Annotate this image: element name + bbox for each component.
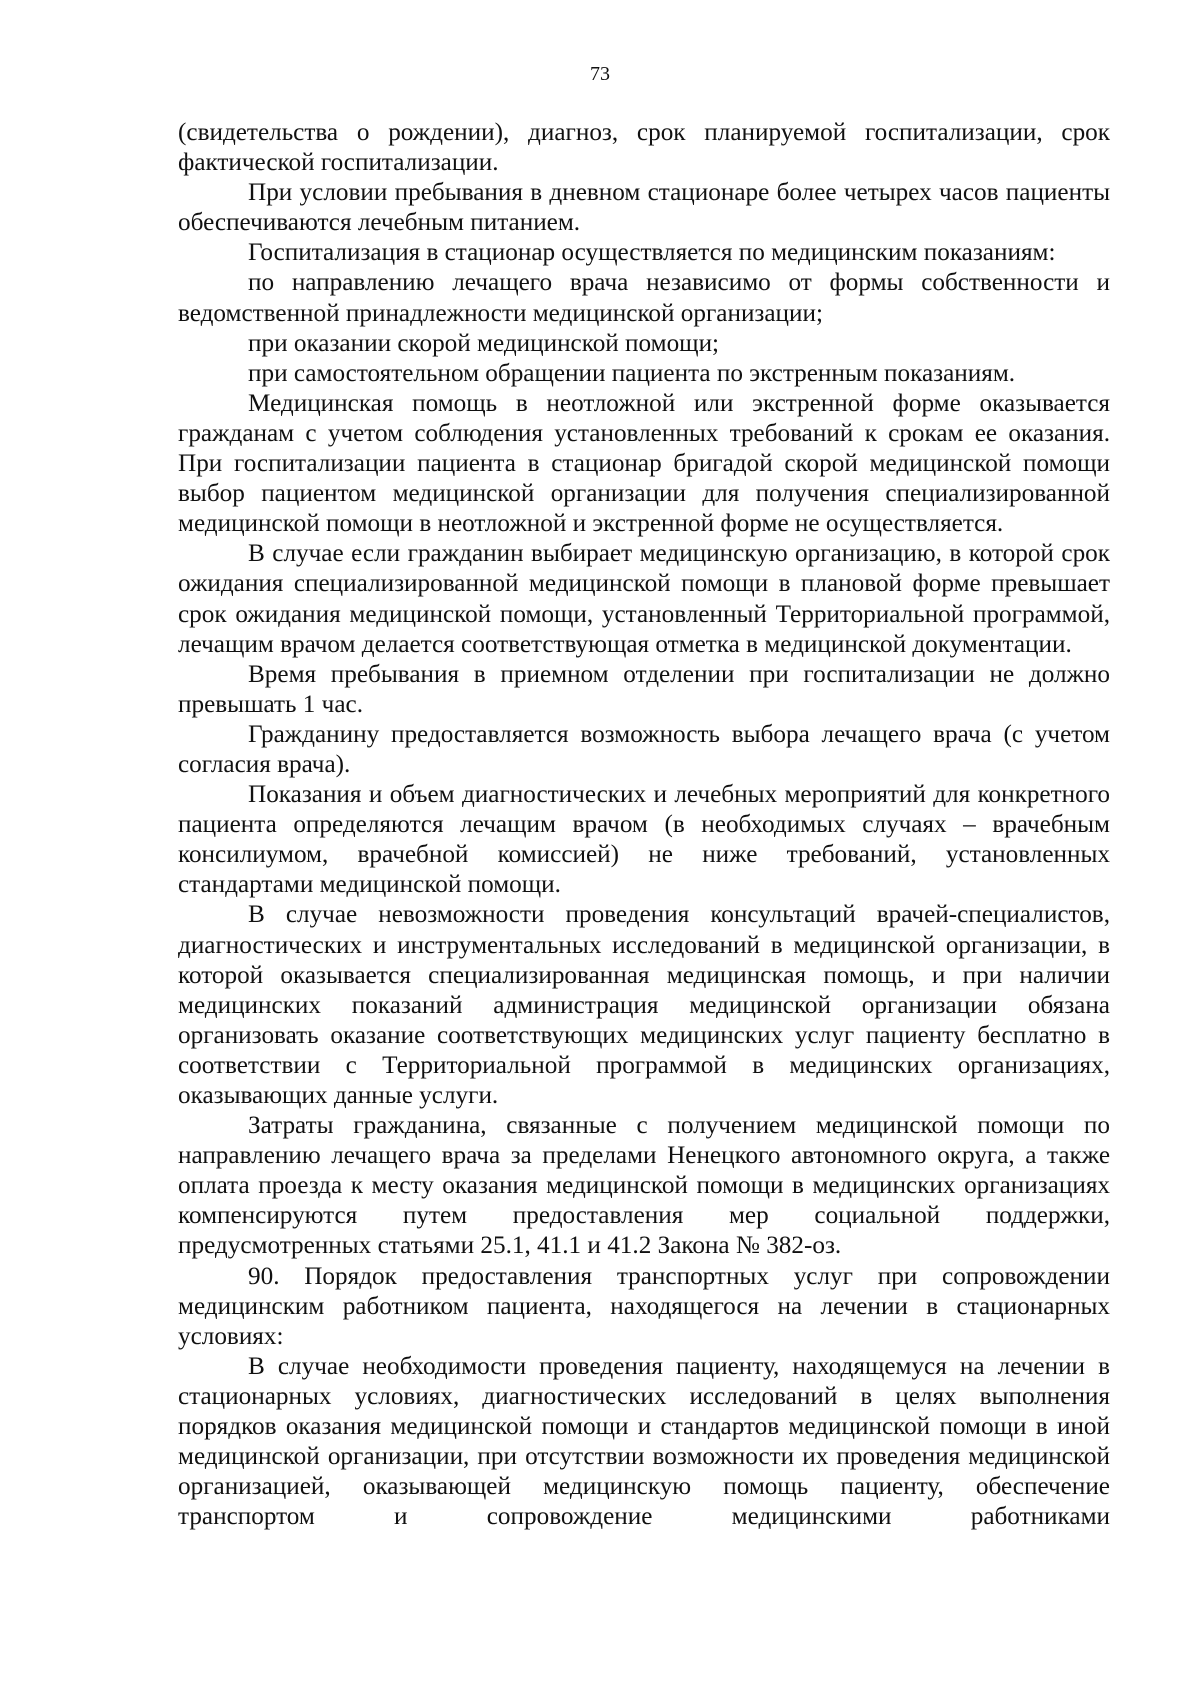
paragraph: (свидетельства о рождении), диагноз, срок планируемой госпитализации, срок фактической госпитализации.	[178, 119, 1110, 177]
paragraph: Показания и объем диагностических и лечебных мероприятий для конкретного пациента определяются лечащим врачом (в необходимых случаях – врачебным консилиумом, врачебной комиссией) не ниже требований, установленных стандартами медицинской помощи.	[178, 781, 1110, 899]
paragraph: при самостоятельном обращении пациента по экстренным показаниям.	[248, 359, 1016, 387]
paragraph: В случае если гражданин выбирает медицинскую организацию, в которой срок ожидания специализированной медицинской помощи в плановой форме превышает срок ожидания медицинской помощи, установленный Территориальной программой, лечащим врачом делается соответствующая отметка в медицинской документации.	[178, 540, 1110, 658]
paragraph: При условии пребывания в дневном стационаре более четырех часов пациенты обеспечиваются лечебным питанием.	[178, 179, 1110, 237]
document-body	[178, 118, 1110, 1532]
paragraph: по направлению лечащего врача независимо от формы собственности и ведомственной принадлежности медицинской организации;	[178, 269, 1110, 327]
paragraph: Время пребывания в приемном отделении при госпитализации не должно превышать 1 час.	[178, 660, 1110, 718]
paragraph: Затраты гражданина, связанные с получением медицинской помощи по направлению лечащего врача за пределами Ненецкого автономного округа, а также оплата проезда к месту оказания медицинской помощи в медицинских организациях компенсируются путем предоставления мер социальной поддержки, предусмотренных статьями 25.1, 41.1 и 41.2 Закона № 382-оз.	[178, 1112, 1110, 1260]
page-number: 73	[590, 63, 610, 85]
paragraph: В случае необходимости проведения пациенту, находящемуся на лечении в стационарных условиях, диагностических исследований в целях выполнения порядков оказания медицинской помощи и стандартов медицинской помощи в иной медицинской организации, при отсутствии возможности их проведения медицинской организацией, оказывающей медицинскую помощь пациенту, обеспечение транспортом и сопровождение медицинскими работниками	[178, 1352, 1110, 1531]
paragraph: В случае невозможности проведения консультаций врачей-специалистов, диагностических и инструментальных исследований в медицинской организации, в которой оказывается специализированная медицинская помощь, и при наличии медицинских показаний администрация медицинской организации обязана организовать оказание соответствующих медицинских услуг пациенту бесплатно в соответствии с Территориальной программой в медицинских организациях, оказывающих данные услуги.	[178, 901, 1110, 1109]
paragraph: Госпитализация в стационар осуществляется по медицинским показаниям:	[248, 239, 1056, 267]
paragraph: 90. Порядок предоставления транспортных услуг при сопровождении медицинским работником пациента, находящегося на лечении в стационарных условиях:	[178, 1262, 1110, 1350]
paragraph: при оказании скорой медицинской помощи;	[248, 329, 720, 357]
paragraph: Гражданину предоставляется возможность выбора лечащего врача (с учетом согласия врача).	[178, 720, 1110, 778]
paragraph: Медицинская помощь в неотложной или экстренной форме оказывается гражданам с учетом соблюдения установленных требований к срокам ее оказания. При госпитализации пациента в стационар бригадой скорой медицинской помощи выбор пациентом медицинской организации для получения специализированной медицинской помощи в неотложной и экстренной форме не осуществляется.	[178, 389, 1110, 538]
